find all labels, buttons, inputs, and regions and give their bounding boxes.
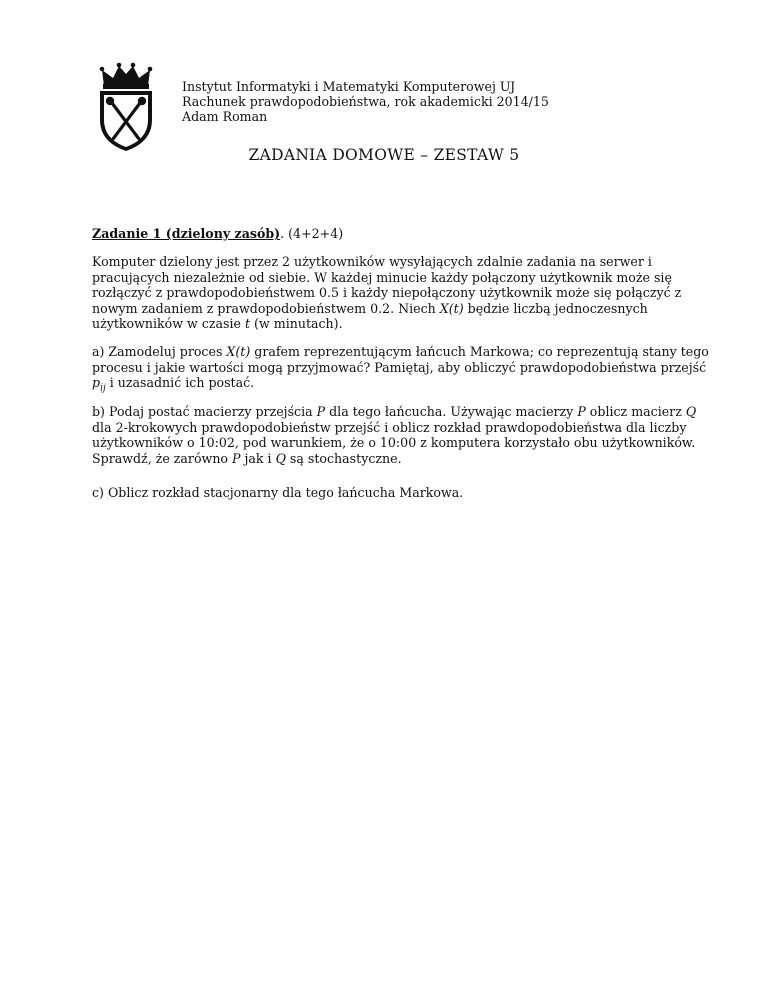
document-header	[182, 79, 549, 124]
task-points: . (4+2+4)	[280, 226, 344, 241]
crown-jewel-left	[100, 67, 105, 72]
part-b-line: użytkowników o 10:02, pod warunkiem, że o 10:00 z komputera korzystało obu użytkowników.	[92, 435, 696, 450]
crown-jewel-right	[148, 67, 153, 72]
math-p-ij: $p_{ij}$	[92, 375, 106, 394]
task-heading	[92, 226, 343, 241]
math-q: Q	[275, 450, 286, 466]
intro-line: Komputer dzielony jest przez 2 użytkowników wysyłających zdalnie zadania na serwer i	[92, 254, 652, 269]
part-c-line: c) Oblicz rozkład stacjonarny dla tego łańcucha Markowa.	[92, 485, 464, 500]
crown-jewel-center-left	[117, 63, 122, 68]
intro-line: pracujących niezależnie od siebie. W każdej minucie każdy połączony użytkownik może się	[92, 269, 672, 285]
math-p: P	[316, 404, 326, 419]
crown-jewel-center-right	[131, 63, 136, 68]
task-intro-paragraph	[92, 254, 682, 332]
part-b-line: Sprawdź, że zarówno P jak i Q są stochastyczne.	[92, 450, 402, 466]
university-crest-logo	[96, 62, 156, 152]
part-b-line: b) Podaj postać macierzy przejścia P dla tego łańcucha. Używając macierzy P oblicz macierz Q	[92, 404, 697, 419]
page-title: ZADANIA DOMOWE – ZESTAW 5	[248, 146, 520, 164]
math-q: Q	[685, 404, 697, 419]
scepter-head-left	[106, 97, 114, 105]
math-p: P	[577, 404, 586, 419]
task-name: Zadanie 1 (dzielony zasób)	[92, 226, 281, 241]
header-author: Adam Roman	[182, 109, 268, 124]
math-p: P	[232, 450, 241, 466]
intro-line: nowym zadaniem z prawdopodobieństwem 0.2. Niech X(t) będzie liczbą jednoczesnych	[92, 300, 648, 316]
intro-line: użytkowników w czasie t (w minutach).	[92, 316, 343, 331]
header-course: Rachunek prawdopodobieństwa, rok akademicki 2014/15	[182, 94, 549, 109]
scepter-end-left	[138, 138, 142, 142]
math-x-of-t: X(t)	[439, 300, 464, 316]
intro-line: rozłączyć z prawdopodobieństwem 0.5 i każdy niepołączony użytkownik może się połączyć z	[92, 285, 682, 300]
part-a-line: procesu i jakie wartości mogą przyjmować? Pamiętaj, aby obliczyć prawdopodobieństwa przejść	[92, 359, 707, 375]
part-c-paragraph	[92, 485, 682, 501]
crown-band	[103, 84, 149, 89]
crown-shape	[102, 66, 150, 86]
header-institute: Instytut Informatyki i Matematyki Komputerowej UJ	[182, 79, 516, 94]
math-x-of-t: X(t)	[226, 344, 251, 359]
scepter-end-right	[110, 138, 114, 142]
scepter-head-right	[138, 97, 146, 105]
part-a-paragraph	[92, 344, 709, 397]
part-b-line: dla 2-krokowych prawdopodobieństw przejść i oblicz rozkład prawdopodobieństwa dla liczby	[92, 419, 687, 435]
part-a-line: $p_{ij}$ i uzasadnić ich postać.	[92, 375, 255, 394]
part-b-paragraph	[92, 404, 697, 466]
math-t: t	[244, 316, 251, 331]
part-a-line: a) Zamodeluj proces X(t) grafem reprezentującym łańcuch Markowa; co reprezentują stany tego	[92, 344, 709, 359]
